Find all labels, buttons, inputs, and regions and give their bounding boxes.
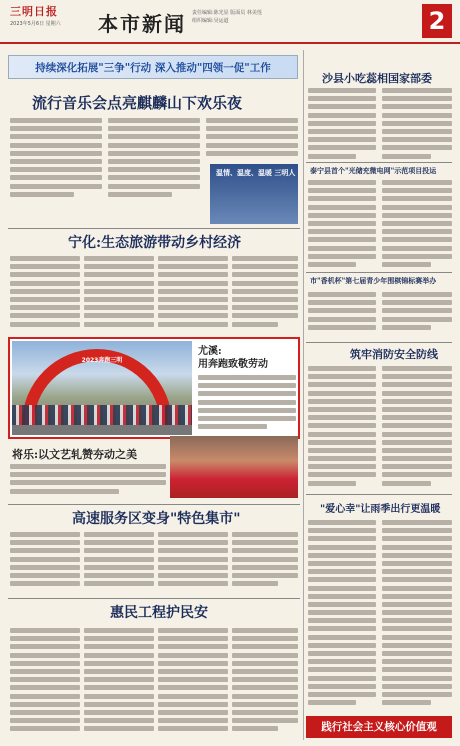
ninghua-col-3 (158, 256, 228, 332)
project-col-3 (158, 628, 228, 740)
ninghua-col-4 (232, 256, 298, 332)
road (12, 425, 192, 435)
music-col-1 (10, 118, 102, 200)
headline-ninghua: 宁化:生态旅游带动乡村经济 (68, 235, 242, 251)
heritage-body (10, 464, 166, 498)
project-col-2 (84, 628, 154, 740)
column-separator (303, 50, 304, 740)
taining-col-1 (308, 180, 376, 270)
footer-slogan: 践行社会主义核心价值观 (306, 716, 452, 738)
service-col-1 (10, 532, 80, 594)
banner-text: 持续深化拓展"三争"行动 深入推动"四领一促"工作 (35, 62, 271, 74)
headline-library: 市"香机杯"第七届青少年围棋锦标赛举办 (310, 276, 437, 285)
divider (306, 494, 452, 495)
ninghua-col-1 (10, 256, 80, 332)
ninghua-col-2 (84, 256, 154, 332)
masthead (0, 0, 460, 44)
divider (8, 228, 300, 229)
caption-body (198, 375, 296, 429)
headline-fire: 筑牢消防安全防线 (350, 348, 438, 361)
divider (306, 342, 452, 343)
divider (8, 598, 300, 599)
headline-taining: 泰宁县首个"光储充微电网"示范项目投运 (310, 166, 437, 175)
taining-col-2 (382, 180, 452, 270)
heritage-photo (170, 436, 298, 498)
service-col-2 (84, 532, 154, 594)
headline-music: 流行音乐会点亮麒麟山下欢乐夜 (32, 94, 243, 112)
love-col-1 (308, 520, 376, 710)
shaxian-col-1 (308, 88, 376, 162)
marathon-photo (12, 341, 192, 435)
project-col-4 (232, 628, 298, 740)
divider (306, 272, 452, 273)
campaign-banner (8, 55, 298, 79)
service-col-4 (232, 532, 298, 594)
love-col-2 (382, 520, 452, 710)
caption-title: 尤溪: 用奔跑致敬劳动 (198, 346, 268, 370)
page-number: 2 (422, 4, 452, 38)
music-col-3 (206, 118, 298, 162)
credits-line-2: 组织编辑:吴运道 (192, 18, 229, 24)
service-col-3 (158, 532, 228, 594)
headline-heritage: 将乐:以文艺轧赞夯动之美 (12, 448, 138, 461)
headline-project: 惠民工程护民安 (110, 605, 208, 621)
fire-col-1 (308, 366, 376, 490)
paper-name: 三明日报 (10, 5, 58, 18)
highlighted-photo-article (8, 337, 300, 439)
music-photo (210, 164, 298, 224)
divider (8, 504, 300, 505)
editor-credits (192, 9, 262, 25)
photo-caption (198, 345, 296, 432)
headline-love: "爱心幸"让雨季出行更温暖 (320, 504, 441, 515)
section-title: 本市新闻 (98, 12, 186, 36)
library-col-1 (308, 292, 376, 338)
credits-line-1: 责任编辑:陈光显 版面员 林美莲 (192, 10, 262, 16)
headline-service: 高速服务区变身"特色集市" (72, 511, 241, 527)
project-col-1 (10, 628, 80, 740)
photo-small-text: 温情、温度、温暖 三明人 (216, 169, 296, 177)
library-col-2 (382, 292, 452, 338)
arch-text: 2023奔跑三明 (81, 357, 123, 364)
divider (306, 162, 452, 163)
fire-col-2 (382, 366, 452, 490)
issue-date: 2023年5月6日 星期六 (10, 21, 61, 27)
music-col-2 (108, 118, 200, 200)
shaxian-col-2 (382, 88, 452, 162)
headline-shaxian: 沙县小吃蕊相国家部委 (322, 72, 432, 85)
